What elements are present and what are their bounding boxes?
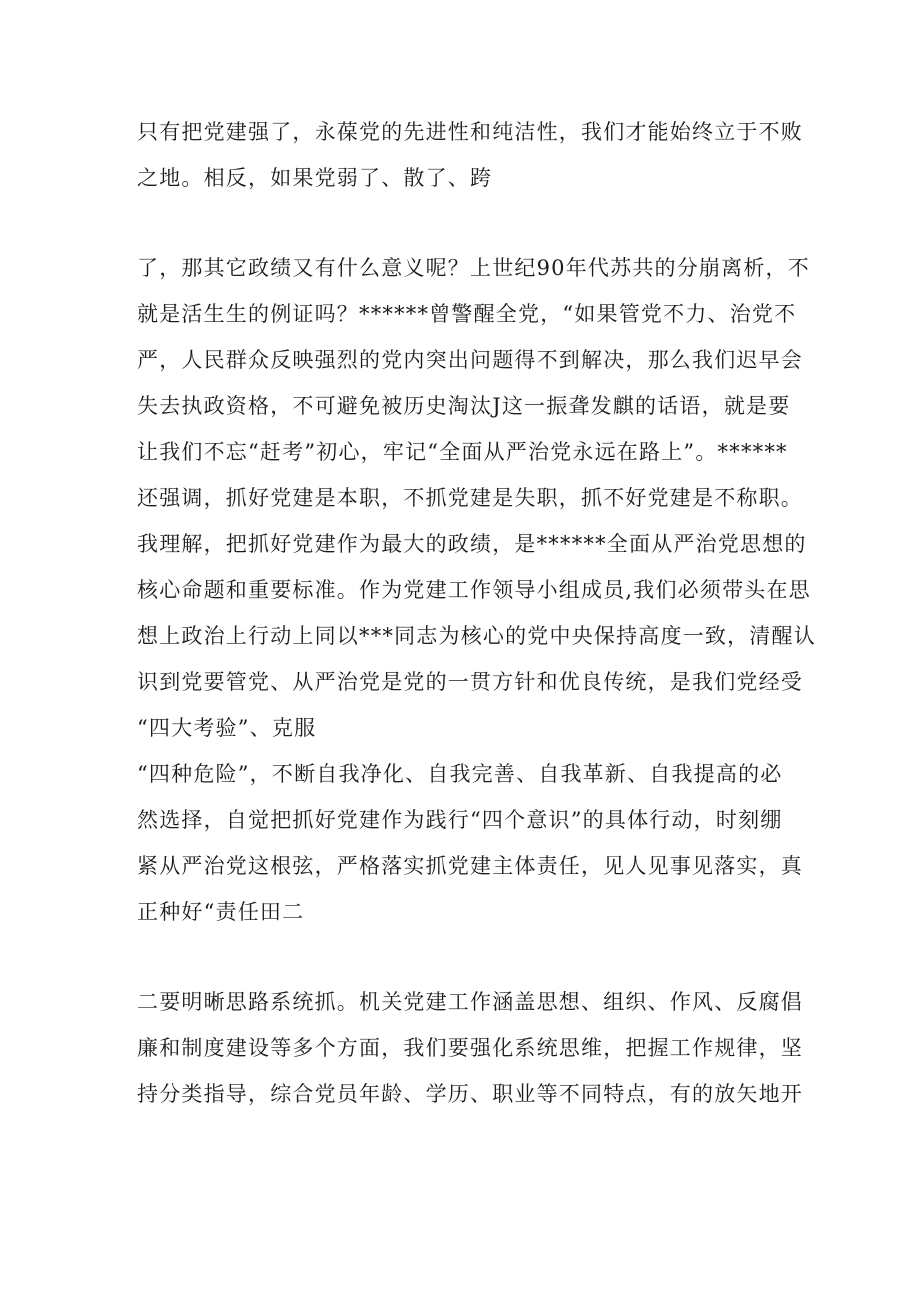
text-line: 持分类指导，综合党员年龄、学历、职业等不同特点，有的放矢地开 — [137, 1082, 803, 1106]
text-line: 严，人民群众反映强烈的党内突出问题得不到解决，那么我们迟早会 — [137, 348, 803, 372]
text-line: 就是活生生的例证吗？******曾警醒全党，“如果管党不力、治党不 — [137, 302, 797, 326]
text-line: 了，那其它政绩又有什么意义呢？上世纪90年代苏共的分崩离析，不 — [137, 256, 810, 280]
text-line: 二要明晰思路系统抓。机关党建工作涵盖思想、组织、作风、反腐倡 — [137, 990, 803, 1014]
text-line: 核心命题和重要标准。作为党建工作领导小组成员,我们必须带头在思 — [137, 578, 811, 602]
text-line: 正种好“责任田二 — [137, 900, 305, 924]
text-line: 然选择，自觉把抓好党建作为践行“四个意识”的具体行动，时刻绷 — [137, 808, 783, 832]
text-line: 失去执政资格，不可避免被历史淘汰J这一振聋发麒的话语，就是要 — [137, 394, 791, 418]
text-line: “四大考验”、克服 — [137, 716, 317, 740]
text-line: 让我们不忘“赶考”初心，牢记“全面从严治党永远在路上”。****** — [137, 440, 788, 464]
text-line: 只有把党建强了，永葆党的先进性和纯洁性，我们才能始终立于不败 — [137, 120, 803, 144]
text-line: 还强调，抓好党建是本职，不抓党建是失职，抓不好党建是不称职。 — [137, 486, 803, 510]
text-line: 想上政治上行动上同以***同志为核心的党中央保持高度一致，清醒认 — [137, 624, 816, 648]
text-line: 廉和制度建设等多个方面，我们要强化系统思维，把握工作规律，坚 — [137, 1036, 803, 1060]
text-line: 识到党要管党、从严治党是党的一贯方针和优良传统，是我们党经受 — [137, 670, 803, 694]
text-line: 紧从严治党这根弦，严格落实抓党建主体责任，见人见事见落实，真 — [137, 854, 803, 878]
text-line: 之地。相反，如果党弱了、散了、跨 — [137, 166, 493, 190]
text-line: 我理解，把抓好党建作为最大的政绩，是******全面从严治党思想的 — [137, 532, 807, 556]
text-line: “四种危险”，不断自我净化、自我完善、自我革新、自我提高的必 — [137, 762, 783, 786]
